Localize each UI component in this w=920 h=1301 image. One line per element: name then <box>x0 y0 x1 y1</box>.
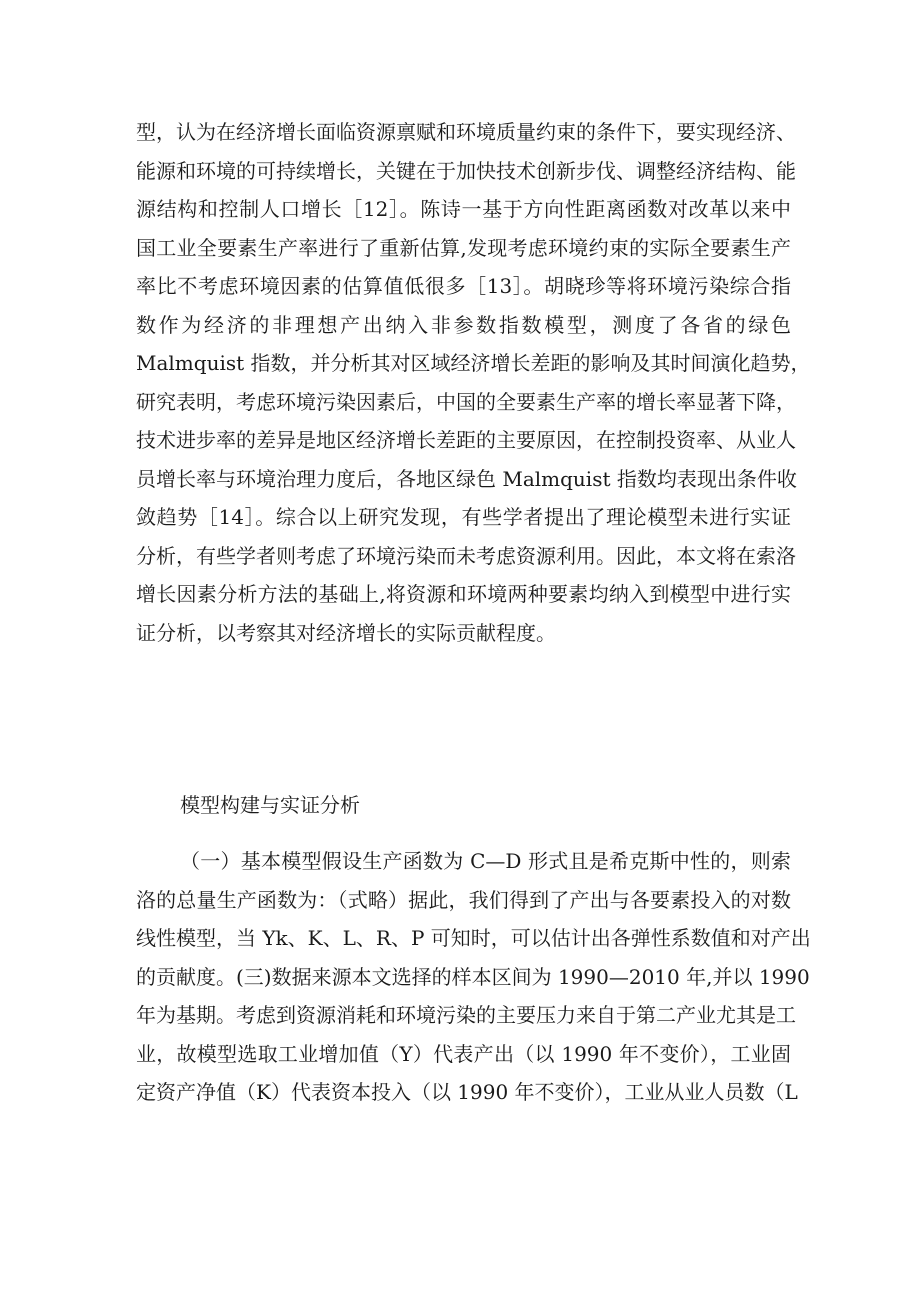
paragraph-line: 率比不考虑环境因素的估算值低很多［13］。胡晓珍等将环境污染综合指 <box>136 274 791 298</box>
paragraph-line: 员增长率与环境治理力度后，各地区绿色 Malmquist 指数均表现出条件收 <box>136 466 797 491</box>
paragraph-line: 年为基期。考虑到资源消耗和环境污染的主要压力来自于第二产业尤其是工 <box>136 1003 796 1027</box>
paragraph-line: 型，认为在经济增长面临资源禀赋和环境质量约束的条件下，要实现经济、 <box>136 120 796 144</box>
paragraph-line: 业，故模型选取工业增加值（Y）代表产出（以 1990 年不变价），工业固 <box>136 1041 791 1066</box>
paragraph-line: 国工业全要素生产率进行了重新估算,发现考虑环境约束的实际全要素生产 <box>136 235 791 260</box>
paragraph-line: 证分析，以考察其对经济增长的实际贡献程度。 <box>136 620 556 645</box>
body-paragraph-2 <box>136 842 811 1112</box>
paragraph-line: 技术进步率的差异是地区经济增长差距的主要原因，在控制投资率、从业人 <box>136 428 796 452</box>
paragraph-line: 能源和环境的可持续增长，关键在于加快技术创新步伐、调整经济结构、能 <box>136 158 796 183</box>
paragraph-line: 敛趋势［14］。综合以上研究发现，有些学者提出了理论模型未进行实证 <box>136 505 791 529</box>
section-heading: 模型构建与实证分析 <box>180 793 360 817</box>
paragraph-line: 研究表明，考虑环境污染因素后，中国的全要素生产率的增长率显著下降， <box>136 389 796 414</box>
paragraph-line: 数作为经济的非理想产出纳入非参数指数模型，测度了各省的绿色 <box>136 312 791 337</box>
paragraph-line: （一）基本模型假设生产函数为 C—D 形式且是希克斯中性的，则索 <box>180 849 791 873</box>
paragraph-line: 分析，有些学者则考虑了环境污染而未考虑资源利用。因此，本文将在索洛 <box>136 543 796 568</box>
paragraph-line: 增长因素分析方法的基础上,将资源和环境两种要素均纳入到模型中进行实 <box>136 582 791 606</box>
body-paragraph-1 <box>136 113 811 652</box>
paragraph-line: 的贡献度。(三)数据来源本文选择的样本区间为 1990—2010 年,并以 1990 <box>136 964 810 989</box>
paragraph-line: 源结构和控制人口增长［12］。陈诗一基于方向性距离函数对改革以来中 <box>136 197 791 221</box>
paragraph-line: 定资产净值（K）代表资本投入（以 1990 年不变价），工业从业人员数（L <box>136 1080 798 1104</box>
paragraph-line: 洛的总量生产函数为：（式略）据此，我们得到了产出与各要素投入的对数 <box>136 887 791 912</box>
paragraph-line: 线性模型，当 Yk、K、L、R、P 可知时，可以估计出各弹性系数值和对产出 <box>136 926 811 950</box>
paragraph-line: Malmquist 指数，并分析其对区域经济增长差距的影响及其时间演化趋势， <box>136 351 811 375</box>
